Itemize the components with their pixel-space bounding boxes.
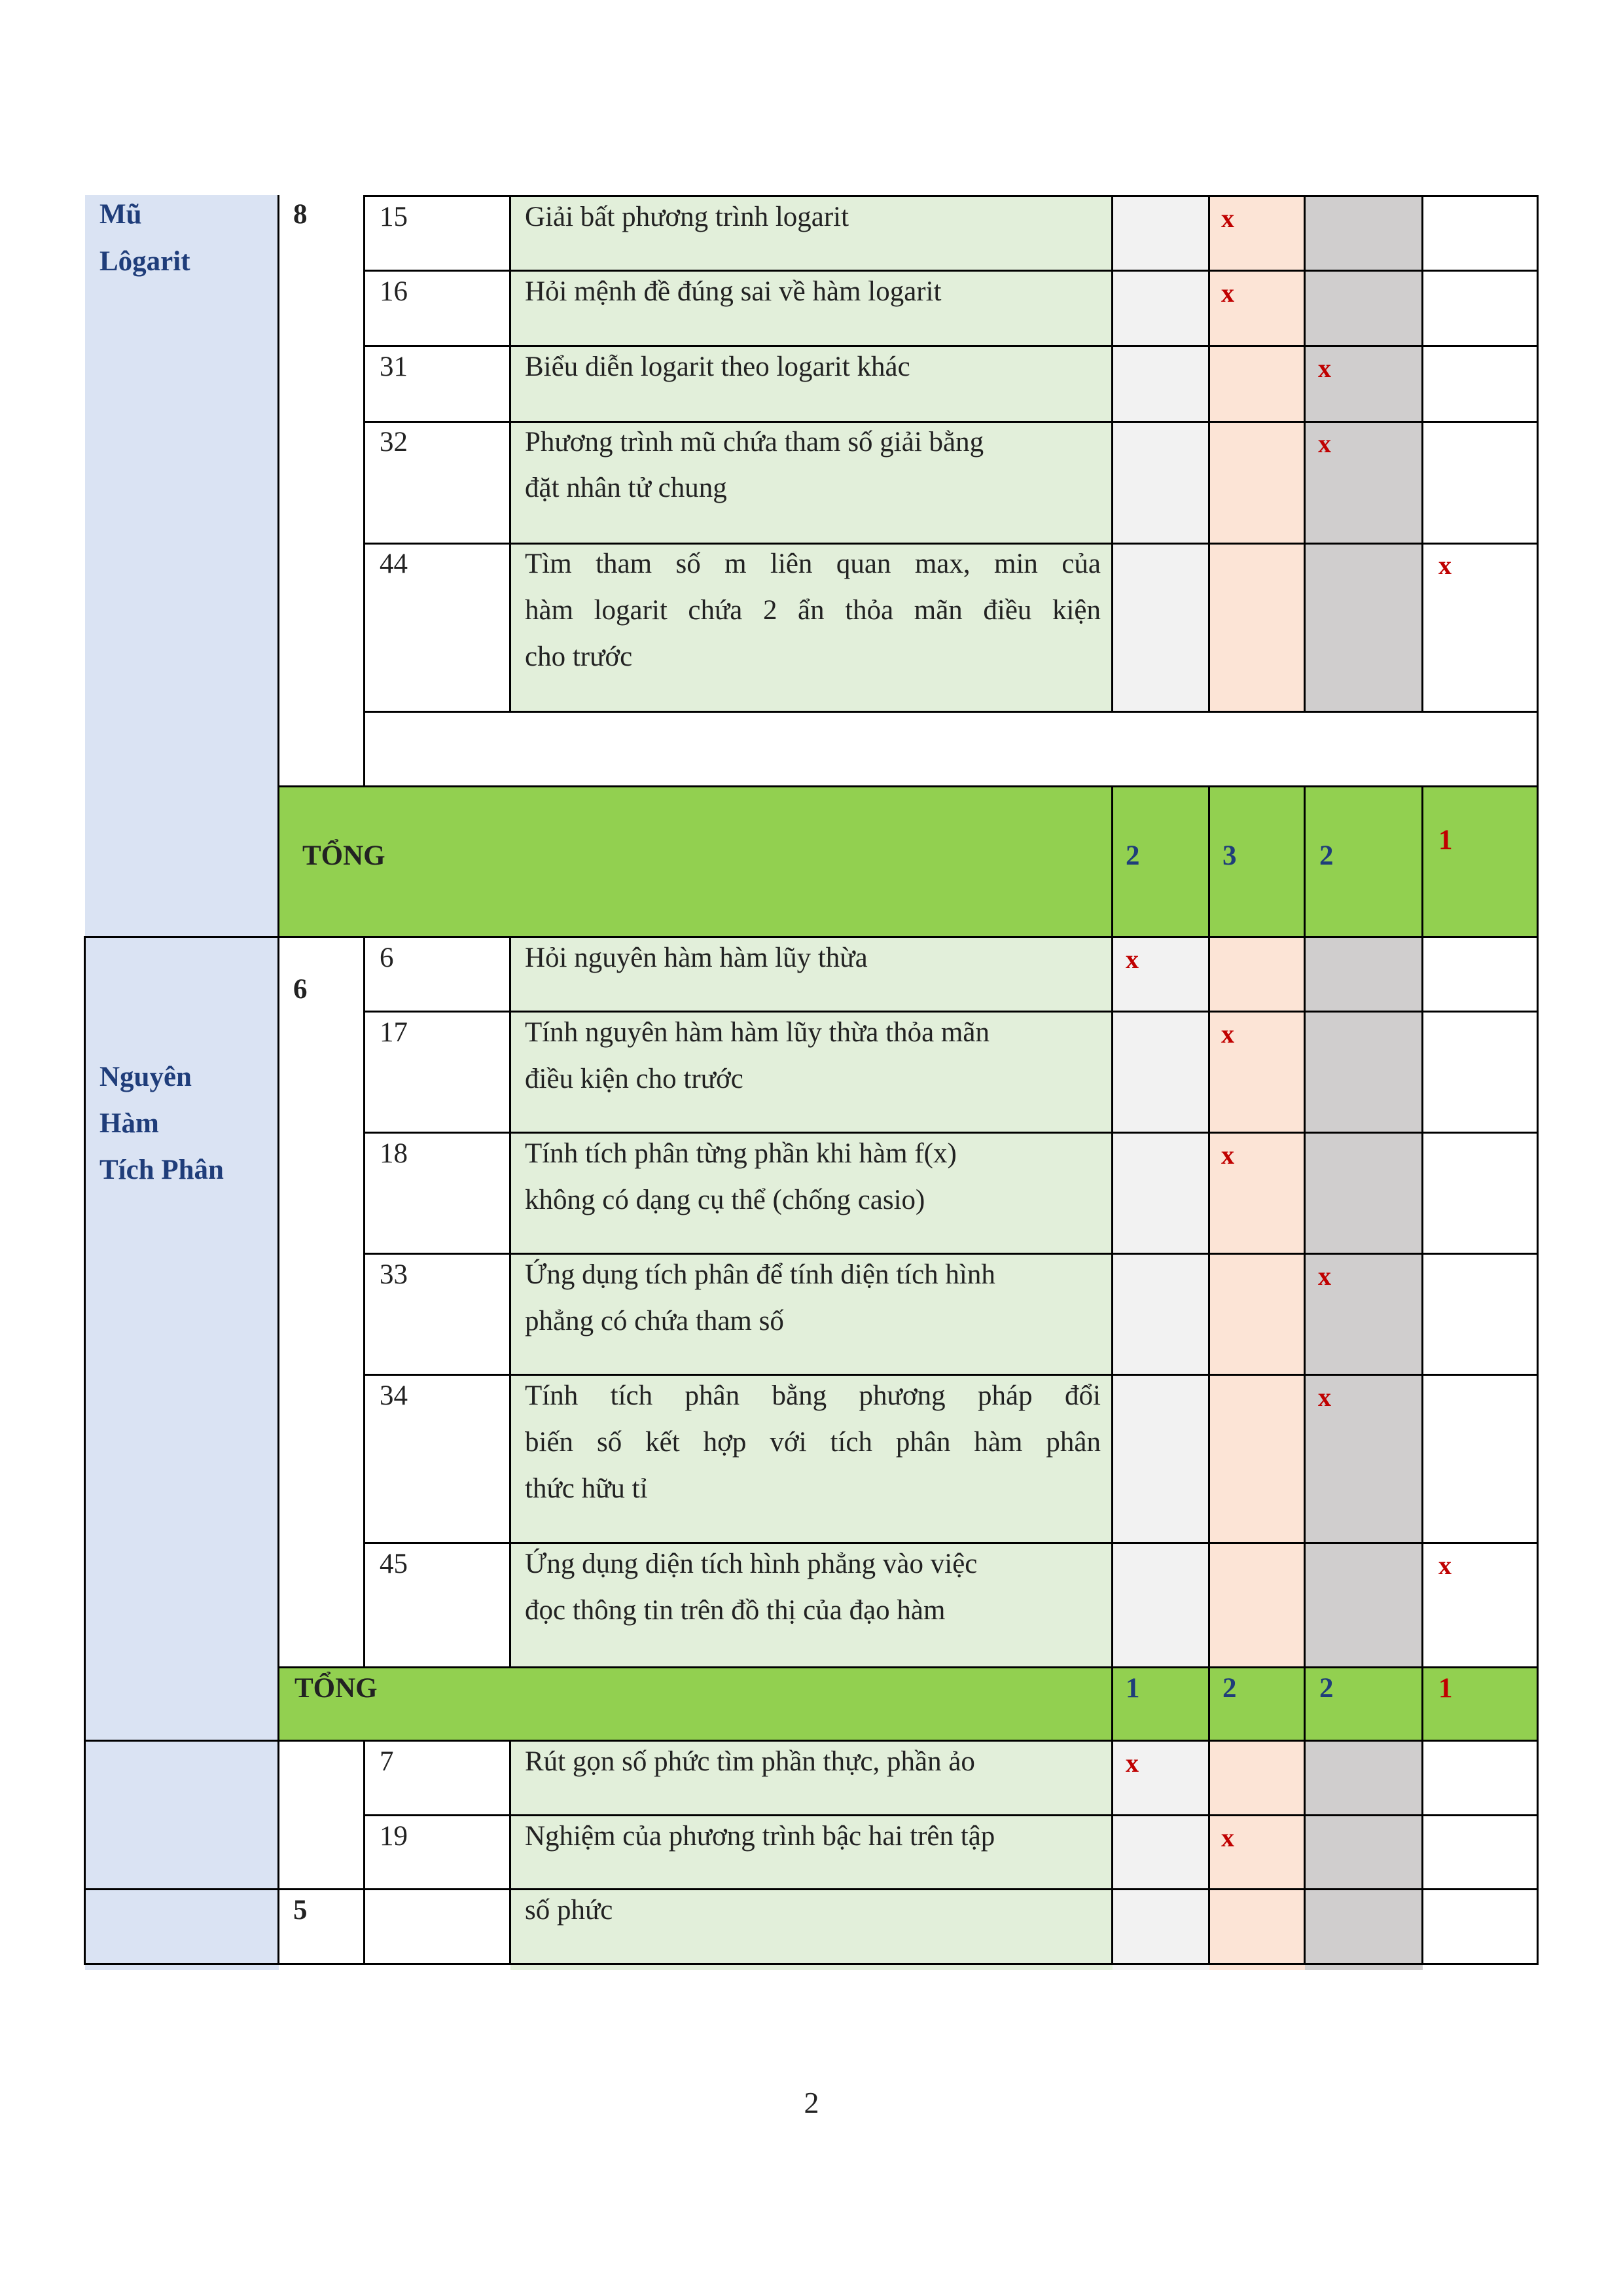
total-value-vd: 2 bbox=[1319, 1673, 1334, 1704]
question-count: 8 bbox=[293, 199, 308, 230]
question-count: 6 bbox=[293, 974, 308, 1005]
topic-cell-so-phuc bbox=[85, 1741, 279, 1970]
question-number: 18 bbox=[380, 1138, 408, 1169]
mark-van-dung: x bbox=[1318, 429, 1331, 458]
total-value-vdc: 1 bbox=[1438, 1673, 1453, 1704]
mark-van-dung: x bbox=[1318, 353, 1331, 383]
question-description: số phức bbox=[525, 1895, 613, 1926]
page-number: 2 bbox=[804, 2086, 819, 2119]
topic-title: Tích Phân bbox=[99, 1155, 224, 1185]
total-label: TỔNG bbox=[302, 840, 385, 871]
mark-thong-hieu: x bbox=[1221, 1140, 1234, 1170]
question-description: biến số kết hợp với tích phân hàm phân bbox=[525, 1427, 1101, 1458]
question-description: Giải bất phương trình logarit bbox=[525, 202, 849, 232]
question-description: Tính tích phân từng phần khi hàm f(x) bbox=[525, 1138, 957, 1169]
question-number: 31 bbox=[380, 351, 408, 382]
question-number: 17 bbox=[380, 1017, 408, 1048]
question-description: Biểu diễn logarit theo logarit khác bbox=[525, 351, 910, 382]
mark-nhan-biet: x bbox=[1126, 944, 1139, 974]
question-description: Tính tích phân bằng phương pháp đổi bbox=[525, 1380, 1101, 1411]
topic-cell-mu-logarit bbox=[85, 195, 279, 937]
question-description: đặt nhân tử chung bbox=[525, 473, 727, 503]
question-number: 16 bbox=[380, 276, 408, 307]
level-col-nb-bg-2 bbox=[1113, 937, 1209, 1668]
mark-nhan-biet: x bbox=[1126, 1748, 1139, 1778]
level-col-vd-bg-3 bbox=[1305, 1741, 1423, 1970]
question-count: 5 bbox=[293, 1895, 308, 1926]
question-description: đọc thông tin trên đồ thị của đạo hàm bbox=[525, 1595, 946, 1626]
question-number: 19 bbox=[380, 1821, 408, 1852]
topic-title: Hàm bbox=[99, 1108, 159, 1139]
total-value-nb: 1 bbox=[1126, 1673, 1140, 1704]
question-description: Phương trình mũ chứa tham số giải bằng bbox=[525, 427, 984, 457]
question-description: Nghiệm của phương trình bậc hai trên tập bbox=[525, 1821, 995, 1852]
topic-title: Lôgarit bbox=[99, 246, 190, 277]
mark-thong-hieu: x bbox=[1221, 278, 1234, 308]
question-description: không có dạng cụ thể (chống casio) bbox=[525, 1185, 925, 1215]
mark-van-dung-cao: x bbox=[1438, 1551, 1452, 1580]
question-description: thức hữu tỉ bbox=[525, 1473, 648, 1504]
question-description: hàm logarit chứa 2 ẩn thỏa mãn điều kiện bbox=[525, 595, 1101, 626]
question-number: 34 bbox=[380, 1380, 408, 1411]
question-description: Hỏi nguyên hàm hàm lũy thừa bbox=[525, 942, 868, 973]
total-label: TỔNG bbox=[294, 1673, 378, 1704]
total-value-nb: 2 bbox=[1126, 840, 1140, 871]
question-number: 7 bbox=[380, 1746, 394, 1777]
mark-thong-hieu: x bbox=[1221, 1019, 1234, 1049]
question-number: 45 bbox=[380, 1549, 408, 1579]
question-description: điều kiện cho trước bbox=[525, 1064, 743, 1094]
question-number: 44 bbox=[380, 548, 408, 579]
question-description: Tính nguyên hàm hàm lũy thừa thỏa mãn bbox=[525, 1017, 990, 1048]
topic-title: Nguyên bbox=[99, 1062, 192, 1092]
total-value-vd: 2 bbox=[1319, 840, 1334, 871]
mark-thong-hieu: x bbox=[1221, 204, 1234, 233]
topic-title: Mũ bbox=[99, 199, 142, 230]
mark-van-dung: x bbox=[1318, 1261, 1331, 1291]
total-value-th: 2 bbox=[1222, 1673, 1237, 1704]
total-row-bg-1 bbox=[279, 787, 1538, 937]
question-number: 15 bbox=[380, 202, 408, 232]
question-number: 33 bbox=[380, 1259, 408, 1290]
question-description: phẳng có chứa tham số bbox=[525, 1306, 784, 1336]
total-value-vdc: 1 bbox=[1438, 825, 1453, 855]
total-row-bg-2 bbox=[279, 1668, 1538, 1741]
question-description: Ứng dụng tích phân để tính diện tích hình bbox=[525, 1259, 995, 1290]
level-col-nb-bg-1 bbox=[1113, 195, 1209, 712]
question-description: Ứng dụng diện tích hình phẳng vào việc bbox=[525, 1549, 978, 1579]
question-description: Rút gọn số phức tìm phần thực, phần ảo bbox=[525, 1746, 975, 1777]
mark-van-dung-cao: x bbox=[1438, 550, 1452, 580]
question-description: cho trước bbox=[525, 641, 633, 672]
level-col-vd-bg-2 bbox=[1305, 937, 1423, 1668]
question-number: 6 bbox=[380, 942, 394, 973]
mark-van-dung: x bbox=[1318, 1382, 1331, 1412]
mark-thong-hieu: x bbox=[1221, 1823, 1234, 1852]
question-number: 32 bbox=[380, 427, 408, 457]
question-description: Tìm tham số m liên quan max, min của bbox=[525, 548, 1101, 579]
total-value-th: 3 bbox=[1222, 840, 1237, 871]
question-description: Hỏi mệnh đề đúng sai về hàm logarit bbox=[525, 276, 942, 307]
